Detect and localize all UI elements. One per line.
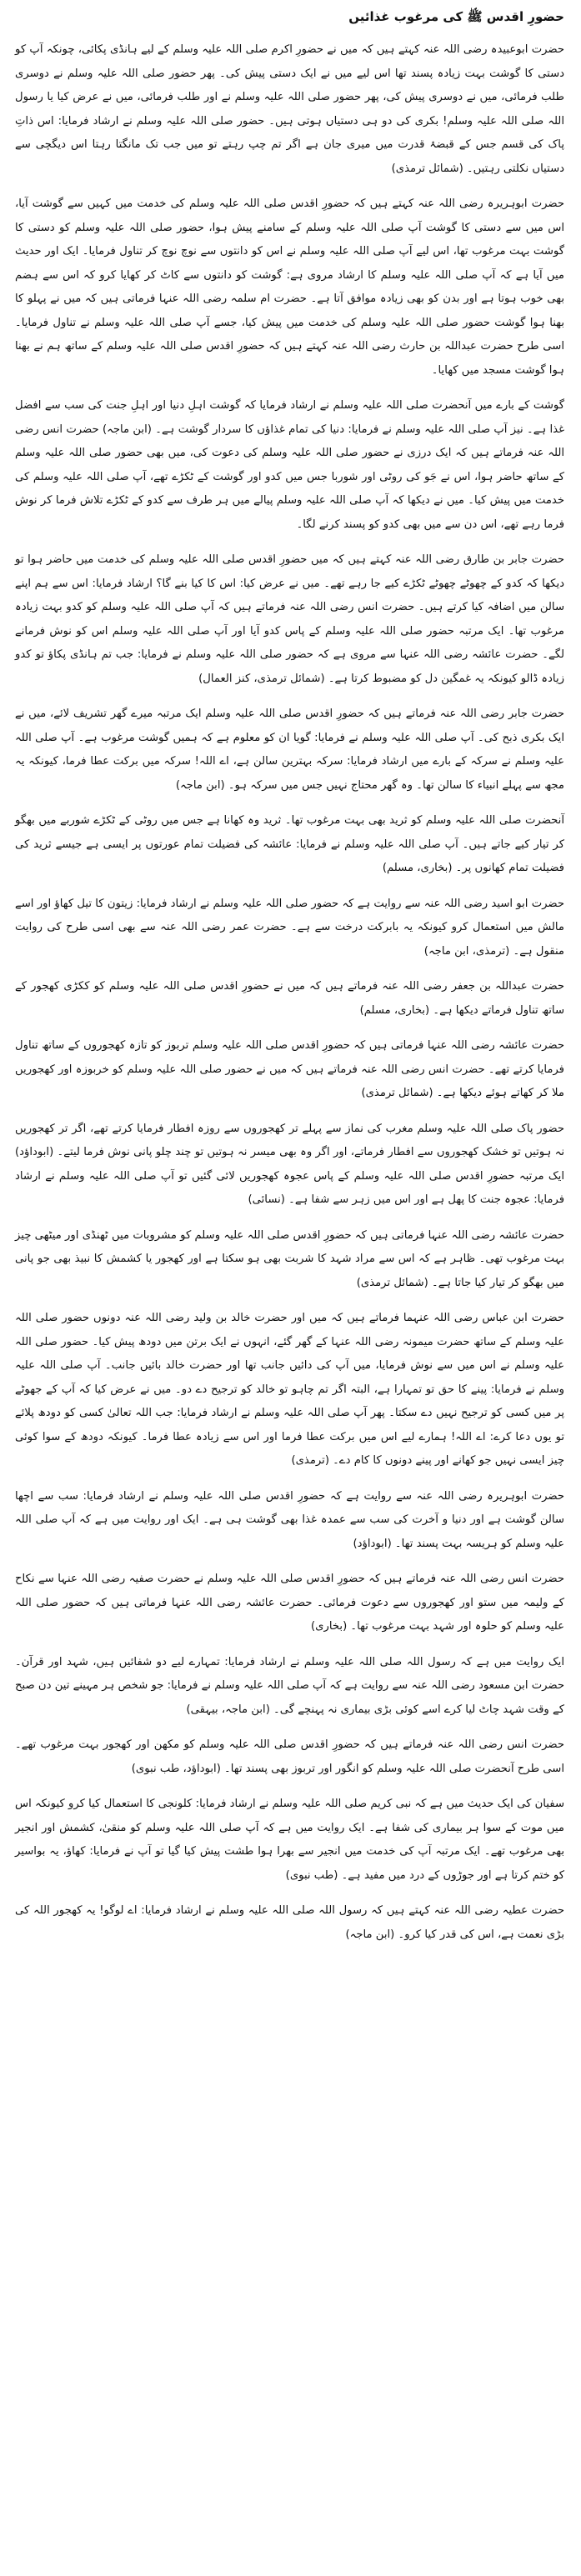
article-body (15, 38, 564, 1947)
article-paragraph: ایک روایت میں ہے کہ رسول اللہ صلی اللہ علیہ وسلم نے ارشاد فرمایا: تمہارے لیے دو شفائیں ہیں، شہد اور قرآن۔ حضرت ابن مسعود رضی اللہ عنہ سے روایت ہے کہ آپ صلی اللہ علیہ وسلم نے فرمایا: جو شخص ہر مہینے تین دن صبح کے وقت شہد چاٹ لیا کرے اسے کوئی بڑی بیماری نہ پہنچے گی۔ (ابن ماجہ، بیہقی) (15, 1655, 564, 1716)
article-paragraph: حضرت ابوہریرہ رضی اللہ عنہ کہتے ہیں کہ حضورِ اقدس صلی اللہ علیہ وسلم کی خدمت میں کہیں سے گوشت آیا، اس میں سے دستی کا گوشت آپ صلی اللہ علیہ وسلم کے سامنے پیش ہوا، حضور صلی اللہ علیہ وسلم کو دستی کا گوشت بہت مرغوب تھا، اس لیے آپ صلی اللہ علیہ وسلم نے اس کو دانتوں سے نوچ نوچ کر تناول فرمایا۔ ایک اور حدیث میں آیا ہے کہ آپ صلی اللہ علیہ وسلم کا ارشاد مروی ہے: گوشت کو دانتوں سے کاٹ کر کھایا کرو کہ اس سے ہضم بھی خوب ہوتا ہے اور بدن کو بھی زیادہ موافق آتا ہے۔ حضرت ام سلمہ رضی اللہ عنہا فرماتی ہیں کہ میں نے پہلو کا بھنا ہوا گوشت حضور صلی اللہ علیہ وسلم کی خدمت میں پیش کیا، جسے آپ صلی اللہ علیہ وسلم نے تناول فرمایا۔ اسی طرح حضرت عبداللہ بن حارث رضی اللہ عنہ کہتے ہیں کہ حضورِ اقدس صلی اللہ علیہ وسلم کے ساتھ ہم نے بھنا ہوا گوشت مسجد میں کھایا۔ (15, 198, 564, 377)
article-paragraph: حضرت ابو اسید رضی اللہ عنہ سے روایت ہے کہ حضور صلی اللہ علیہ وسلم نے ارشاد فرمایا: زیتون کا تیل کھاؤ اور اسے مالش میں استعمال کرو کیونکہ یہ بابرکت درخت سے ہے۔ حضرت عمر رضی اللہ عنہ سے بھی اسی طرح کی روایت منقول ہے۔ (ترمذی، ابن ماجہ) (15, 897, 564, 958)
article-paragraph: حضرت ابن عباس رضی اللہ عنہما فرماتے ہیں کہ میں اور حضرت خالد بن ولید رضی اللہ عنہ دونوں حضور صلی اللہ علیہ وسلم کے ساتھ حضرت میمونہ رضی اللہ عنہا کے گھر گئے، انہوں نے ایک برتن میں دودھ پیش کیا۔ حضور صلی اللہ علیہ وسلم نے اس میں سے نوش فرمایا، میں آپ کی دائیں جانب تھا اور حضرت خالد بائیں جانب۔ آپ صلی اللہ علیہ وسلم نے فرمایا: پینے کا حق تو تمہارا ہے، البتہ اگر تم چاہو تو خالد کو ترجیح دے دو۔ میں نے عرض کیا کہ آپ کے جھوٹے پر میں کسی کو ترجیح نہیں دے سکتا۔ پھر آپ صلی اللہ علیہ وسلم نے ارشاد فرمایا: جب اللہ تعالیٰ کسی کو دودھ پلائے تو یوں دعا کرے: اے اللہ! ہمارے لیے اس میں برکت عطا فرما اور اس سے زیادہ عطا فرما۔ کیونکہ دودھ کے سوا کوئی چیز ایسی نہیں جو کھانے اور پینے دونوں کا کام دے۔ (ترمذی) (15, 1312, 564, 1467)
article-paragraph: حضرت عبداللہ بن جعفر رضی اللہ عنہ فرماتے ہیں کہ میں نے حضورِ اقدس صلی اللہ علیہ وسلم کو ککڑی کھجور کے ساتھ تناول فرماتے دیکھا ہے۔ (بخاری، مسلم) (15, 980, 564, 1017)
article-paragraph: حضرت انس رضی اللہ عنہ فرماتے ہیں کہ حضورِ اقدس صلی اللہ علیہ وسلم کو مکھن اور کھجور بہت مرغوب تھے۔ اسی طرح آنحضرت صلی اللہ علیہ وسلم کو انگور اور تربوز بھی پسند تھا۔ (ابوداؤد، طب نبوی) (15, 1738, 564, 1775)
article-paragraph: سفیان کی ایک حدیث میں ہے کہ نبی کریم صلی اللہ علیہ وسلم نے ارشاد فرمایا: کلونجی کا استعمال کیا کرو کیونکہ اس میں موت کے سوا ہر بیماری کی شفا ہے۔ ایک روایت میں ہے کہ آپ صلی اللہ علیہ وسلم کو منقیٰ، کشمش اور انجیر بھی مرغوب تھے۔ ایک مرتبہ آپ کی خدمت میں انجیر سے بھرا ہوا طشت پیش کیا گیا تو آپ نے فرمایا: کھاؤ، یہ بواسیر کو ختم کرتا ہے اور جوڑوں کے درد میں مفید ہے۔ (طب نبوی) (15, 1798, 564, 1882)
article-paragraph: حضرت ابوہریرہ رضی اللہ عنہ سے روایت ہے کہ حضورِ اقدس صلی اللہ علیہ وسلم نے ارشاد فرمایا: سب سے اچھا سالن گوشت ہے اور دنیا و آخرت کی سب سے عمدہ غذا بھی گوشت ہی ہے۔ ایک اور روایت میں ہے کہ آپ صلی اللہ علیہ وسلم کو ہریسہ بہت پسند تھا۔ (ابوداؤد) (15, 1489, 564, 1550)
article-paragraph: گوشت کے بارے میں آنحضرت صلی اللہ علیہ وسلم نے ارشاد فرمایا کہ گوشت اہلِ دنیا اور اہلِ جنت کی سب سے افضل غذا ہے۔ نیز آپ صلی اللہ علیہ وسلم نے فرمایا: دنیا کی تمام غذاؤں کا سردار گوشت ہے۔ (ابن ماجہ) حضرت انس رضی اللہ عنہ فرماتے ہیں کہ ایک درزی نے حضور صلی اللہ علیہ وسلم کی دعوت کی، میں بھی حضور صلی اللہ علیہ وسلم کے ساتھ حاضر ہوا، اس نے جَو کی روٹی اور شوربا جس میں کدو اور گوشت کے ٹکڑے تھے، آپ صلی اللہ علیہ وسلم کی خدمت میں پیش کیا۔ میں نے دیکھا کہ آپ صلی اللہ علیہ وسلم پیالے میں ہر طرف سے کدو کے ٹکڑے تلاش فرما کر نوش فرما رہے تھے، اس دن سے میں بھی کدو کو پسند کرنے لگا۔ (15, 399, 564, 531)
article-paragraph: حضرت عائشہ رضی اللہ عنہا فرماتی ہیں کہ حضورِ اقدس صلی اللہ علیہ وسلم کو مشروبات میں ٹھنڈی اور میٹھی چیز بہت مرغوب تھی۔ ظاہر ہے کہ اس سے مراد شہد کا شربت بھی ہو سکتا ہے اور کھجور یا کشمش کا نبیذ بھی جو پانی میں بھگو کر تیار کیا جاتا ہے۔ (شمائل ترمذی) (15, 1228, 564, 1289)
article-paragraph: حضرت جابر بن طارق رضی اللہ عنہ کہتے ہیں کہ میں حضورِ اقدس صلی اللہ علیہ وسلم کی خدمت میں حاضر ہوا تو دیکھا کہ کدو کے چھوٹے چھوٹے ٹکڑے کیے جا رہے تھے۔ میں نے عرض کیا: اس کا کیا بنے گا؟ ارشاد فرمایا: اس سے ہم اپنے سالن میں اضافہ کیا کرتے ہیں۔ حضرت انس رضی اللہ عنہ فرماتے ہیں کہ آپ صلی اللہ علیہ وسلم کو کدو بہت زیادہ مرغوب تھا۔ ایک مرتبہ حضور صلی اللہ علیہ وسلم کے پاس کدو آیا اور آپ صلی اللہ علیہ وسلم اس کو نوش فرمانے لگے۔ حضرت عائشہ رضی اللہ عنہا سے مروی ہے کہ حضور صلی اللہ علیہ وسلم نے فرمایا: جب تم ہانڈی پکاؤ تو کدو زیادہ ڈالو کیونکہ یہ غمگین دل کو مضبوط کرتا ہے۔ (شمائل ترمذی، کنز العمال) (15, 553, 564, 685)
article-paragraph: حضرت جابر رضی اللہ عنہ فرماتے ہیں کہ حضورِ اقدس صلی اللہ علیہ وسلم ایک مرتبہ میرے گھر تشریف لائے، میں نے ایک بکری ذبح کی۔ آپ صلی اللہ علیہ وسلم نے فرمایا: گویا ان کو معلوم ہے کہ ہمیں گوشت مرغوب ہے۔ آپ صلی اللہ علیہ وسلم نے سرکہ کے بارے میں ارشاد فرمایا: سرکہ بہترین سالن ہے، اے اللہ! سرکہ میں برکت عطا فرما، کیونکہ یہ مجھ سے پہلے انبیاء کا سالن تھا۔ وہ گھر محتاج نہیں جس میں سرکہ ہو۔ (ابن ماجہ) (15, 708, 564, 792)
article-paragraph: حضرت عائشہ رضی اللہ عنہا فرماتی ہیں کہ حضورِ اقدس صلی اللہ علیہ وسلم تربوز کو تازہ کھجوروں کے ساتھ تناول فرمایا کرتے تھے۔ حضرت انس رضی اللہ عنہ فرماتے ہیں کہ میں نے حضور صلی اللہ علیہ وسلم کو خربوزہ اور کھجوریں ملا کر کھاتے ہوئے دیکھا ہے۔ (شمائل ترمذی) (15, 1039, 564, 1099)
article-paragraph: حضرت انس رضی اللہ عنہ فرماتے ہیں کہ حضورِ اقدس صلی اللہ علیہ وسلم نے حضرت صفیہ رضی اللہ عنہا سے نکاح کے ولیمہ میں ستو اور کھجوروں سے دعوت فرمائی۔ حضرت عائشہ رضی اللہ عنہا فرماتی ہیں کہ حضور صلی اللہ علیہ وسلم کو حلوہ اور شہد بہت مرغوب تھا۔ (بخاری) (15, 1573, 564, 1633)
article-paragraph: حضرت عطیہ رضی اللہ عنہ کہتے ہیں کہ رسول اللہ صلی اللہ علیہ وسلم نے ارشاد فرمایا: اے لوگو! یہ کھجور اللہ کی بڑی نعمت ہے، اس کی قدر کیا کرو۔ (ابن ماجہ) (15, 1904, 564, 1941)
article-title: حضورِ اقدس ﷺ کی مرغوب غذائیں (348, 9, 564, 24)
article-paragraph: آنحضرت صلی اللہ علیہ وسلم کو ثرید بھی بہت مرغوب تھا۔ ثرید وہ کھانا ہے جس میں روٹی کے ٹکڑے شوربے میں بھگو کر تیار کیے جاتے ہیں۔ آپ صلی اللہ علیہ وسلم نے فرمایا: عائشہ کی فضیلت تمام عورتوں پر ایسی ہے جیسے ثرید کی فضیلت تمام کھانوں پر۔ (بخاری، مسلم) (15, 814, 564, 874)
article-paragraph: حضور پاک صلی اللہ علیہ وسلم مغرب کی نماز سے پہلے تر کھجوروں سے روزہ افطار فرمایا کرتے تھے، اگر تر کھجوریں نہ ہوتیں تو خشک کھجوروں سے افطار فرماتے، اور اگر وہ بھی میسر نہ ہوتیں تو چند چلو پانی نوش فرما لیتے۔ (ابوداؤد) ایک مرتبہ حضورِ اقدس صلی اللہ علیہ وسلم کے پاس عجوہ کھجوریں لائی گئیں تو آپ صلی اللہ علیہ وسلم نے ارشاد فرمایا: عجوہ جنت کا پھل ہے اور اس میں زہر سے شفا ہے۔ (نسائی) (15, 1122, 564, 1206)
article-paragraph: حضرت ابوعبیدہ رضی اللہ عنہ کہتے ہیں کہ میں نے حضورِ اکرم صلی اللہ علیہ وسلم کے لیے ہانڈی پکائی، چونکہ آپ کو دستی کا گوشت بہت زیادہ پسند تھا اس لیے میں نے ایک دستی پیش کی۔ پھر حضور صلی اللہ علیہ وسلم نے دوسری طلب فرمائی، میں نے دوسری پیش کی، پھر حضور صلی اللہ علیہ وسلم نے اور طلب فرمائی، میں نے عرض کیا یا رسول اللہ صلی اللہ علیہ وسلم! بکری کی دو ہی دستیاں ہوتی ہیں۔ حضور صلی اللہ علیہ وسلم نے ارشاد فرمایا: اس ذاتِ پاک کی قسم جس کے قبضۂ قدرت میں میری جان ہے اگر تم چپ رہتے تو میں جب تک مانگتا رہتا اس دیگچی سے دستیاں نکلتی رہتیں۔ (شمائل ترمذی) (15, 43, 564, 175)
